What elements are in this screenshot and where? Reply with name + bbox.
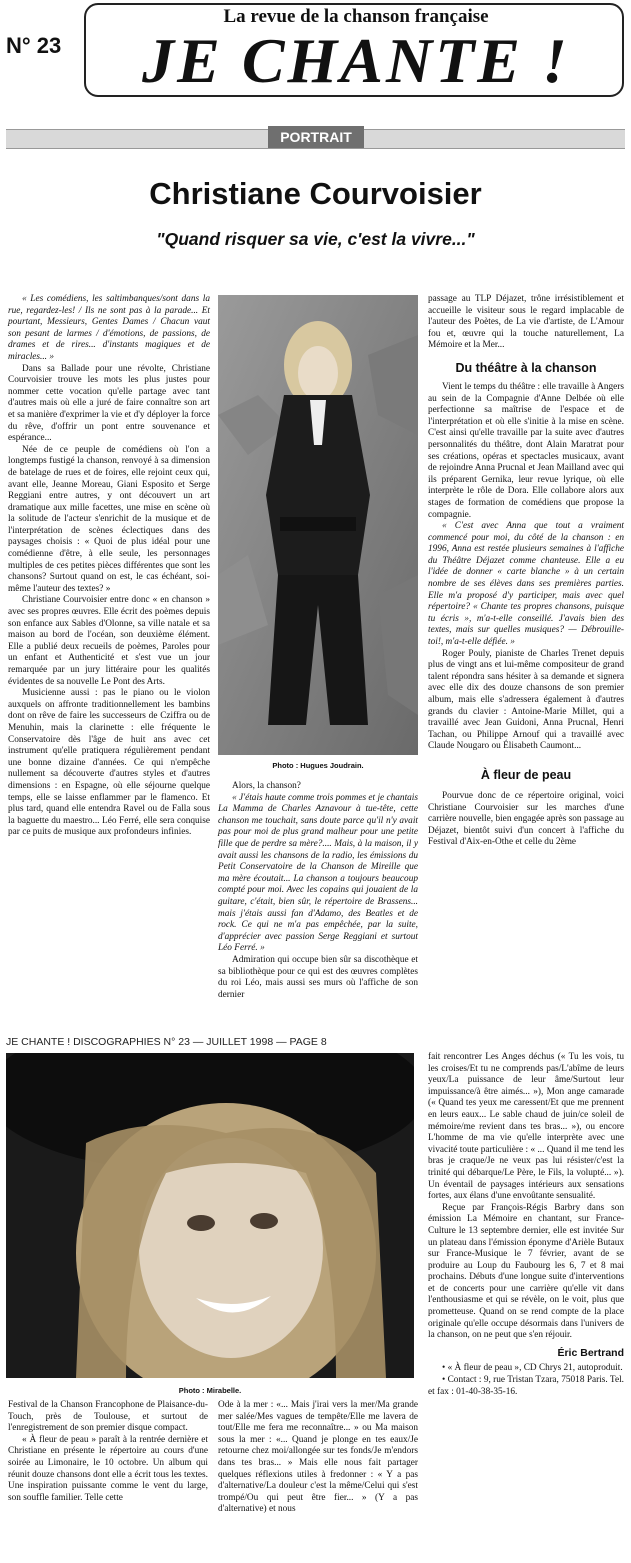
- smiling-portrait-photo-image: [6, 1053, 414, 1378]
- subheading-theatre: Du théâtre à la chanson: [455, 360, 597, 375]
- note: • « À fleur de peau », CD Chrys 21, autoproduit.: [442, 1363, 623, 1374]
- bottom-right-column: [428, 1052, 624, 1398]
- masthead-tagline: La revue de la chanson française: [223, 6, 489, 27]
- article-subtitle: "Quand risquer sa vie, c'est la vivre...": [156, 229, 475, 249]
- paragraph: « C'est avec Anna que tout a vraiment commencé pour moi, du côté de la chanson : en 1996, Anna est restée plusieurs semaines à l'affiche du Théâtre Déjazet comme chanteuse. Elle a eu l'idée de donner « carte blanche » à un certain nombre de ses élèves dans ses premières parties. Elle m'a proposé d'y participer, mais avec quel répertoire? « Chante tes propres chansons, puisque tu écris », m'a-t-elle conseillé. J'avais bien des textes, mais sur quelles musiques? — Débrouille-toi!, m'a-t-elle défiée. »: [428, 521, 624, 648]
- subheading-a-fleur-de-peau: À fleur de peau: [480, 767, 572, 782]
- paragraph: Dans sa Ballade pour une révolte, Christiane Courvoisier trouve les mots les plus justes pour nommer cette vocation qu'elle partage avec tant d'autres mais où elle a juré de faire connaître son art et sa manière d'exprimer la vie et d'y déployer la force du rêve, d'offrir un pont entre souvenance et espérance...: [8, 363, 210, 444]
- paragraph: Reçue par François-Régis Barbry dans son émission La Mémoire en chantant, sur France-Culture le 13 septembre dernier, elle est invitée Sur un plateau dans l'émission éponyme d'Arièle Butaux sur France-Musique le 7 février, avant de se produire au Loup du Faubourg les 6, 7 et 8 mai prochains. Débuts d'une longue suite d'interventions et de concerts pour une carrière qu'elle vit dans l'enthousiasme et qui se révèle, on le voit, plus que prometteuse. Quand on se rend compte de la place originale qu'elle occupe désormais dans l'univers de la chanson, on ne peut que s'en réjouir.: [428, 1202, 624, 1341]
- smiling-portrait-caption: Photo : Mirabelle.: [178, 1386, 242, 1395]
- smiling-portrait-photo: [6, 1053, 414, 1378]
- paragraph: Ode à la mer : «... Mais j'irai vers la mer/Ma grande mer salée/Mes vagues de tempête/Elle me lavera de tout/Elle me fera me reconnaître... » ou Ma maison sous la mer : «... Quand je plonge en tes eaux/Je retourne chez moi/allongée sur tes fonds/Je m'endors dans tes bras... » Mais elle nous fait partager quelques réflexions utiles à fredonner : « Y a pas d'alternative/La douleur c'est la même/Celui qui s'est trompé/Ou qui peut être fier... » (Y a pas d'alternative) et nous: [218, 1400, 418, 1515]
- paragraph: Festival de la Chanson Francophone de Plaisance-du-Touch, près de Toulouse, et surtout de l'enregistrement de son premier disque compact.: [8, 1400, 208, 1434]
- paragraph: Pourvue donc de ce répertoire original, voici Christiane Courvoisier sur les marches d'une carrière nouvelle, bien engagée après son passage au Déjazet, bientôt suivi d'un concert à l'affiche du Festival d'Aix-en-Othe et celle du 2ème: [428, 790, 624, 848]
- rubric-label: PORTRAIT: [268, 126, 364, 148]
- paragraph: Musicienne aussi : pas le piano ou le violon auxquels on affronte traditionnellement les bambins dont on rêve de faire les successeurs de Cziffra ou de Menuhin, mais la clarinette : elle fréquente le Conservatoire dès l'âge de huit ans avec cet instrument qu'elle pratiquera régulièrement pendant une bonne dizaine d'années. Ce qui n'empêche nullement sa découverte d'autres styles et d'autres dimensions : en Espagne, où elle séjourne quelque temps, elle se laisse enflammer par le flamenco. Et plus tard, quand elle entendra Ravel ou de Falla sous la baguette du maestro... Léo Ferré, elle sera conquise par ce puits de musique aux profondeurs infinies.: [8, 688, 210, 838]
- paragraph: Vient le temps du théâtre : elle travaille à Angers au sein de la Compagnie d'Anne Delbée où elle perfectionne sa maîtrise de l'espace et de l'interprétation et où elle s'initie à la mise en scène. C'est ainsi qu'elle travaille par la suite avec d'autres personnalités du théâtre, dont Alain Maratrat pour ses créations, opéras et spectacles musicaux, avant de rejoindre Anna Prucnal et Jean Mailland avec qui ils préparent Gernika, leur revue lyrique, où elle interprète le rôle de Dora. Elle collabore alors aux stages de formation de comédiens que propose la compagnie.: [428, 381, 624, 520]
- running-footer: JE CHANTE ! DISCOGRAPHIES N° 23 — JUILLET 1998 — PAGE 8: [6, 1036, 327, 1048]
- masthead: [0, 0, 631, 100]
- author-signature: Éric Bertrand: [557, 1346, 624, 1359]
- masthead-box: [84, 3, 624, 97]
- note: • Contact : 9, rue Tristan Tzara, 75018 Paris. Tel. et fax : 01-40-38-35-16.: [428, 1375, 624, 1397]
- paragraph: fait rencontrer Les Anges déchus (« Tu les vois, tu les croises/Et tu ne comprends pas/L'abîme de leurs yeux/La puissance de leur âme/Surtout leur impuissance/à être aimés... »), Mon ange camarade (« Quand tes yeux me caressent/Et que me prennent en leurs eaux... Le sable chaud de juin/ce soleil de mémoire/me revient dans tes bras... »), ou encore L'homme de ma vie qu'elle interprète avec une vivacité toute particulière : « ... Quand il me tend les bras je craque/Je ne veux pas lui résister/c'est la trinité qui débarque/Le Père, le Fils, la volupté... »). Un éventail de paysages intérieurs aux sensations fortes, aux élans d'une envoûtante sensualité.: [428, 1052, 624, 1202]
- paragraph: « J'étais haute comme trois pommes et je chantais La Mamma de Charles Aznavour à tue-tête, cette chanson me touchait, sans doute parce qu'il n'y avait pas pour moi de plus grand malheur pour une petite fille que de perdre sa mère?.... Mais, à la maison, il y avait aussi les chansons de la radio, les émissions du Petit Conservatoire de la Chanson de Mireille que ma mère écoutait... La chanson a toujours beaucoup compté pour moi. Avec les copains qui jouaient de la guitare, c'était, bien sûr, le répertoire de Brassens... mais j'étais aussi fan d'Adamo, des Beatles et de rock. Ce qui ne m'a pas empêchée, par la suite, d'apprécier avec passion Serge Reggiani et surtout Léo Ferré. »: [218, 792, 418, 954]
- paragraph: passage au TLP Déjazet, trône irrésistiblement et accueille le visiteur sous le regard implacable de l'auteur des Poètes, de La vie d'artiste, de L'Amour fou et, œuvre qui la touche naturellement, La Mémoire et la Mer...: [428, 294, 624, 351]
- article-column-1: [8, 294, 210, 839]
- portrait-photo: [218, 295, 418, 755]
- paragraph: Alors, la chanson?: [232, 781, 301, 791]
- bottom-column-b: [218, 1400, 418, 1516]
- portrait-photo-caption: Photo : Hugues Joudrain.: [272, 761, 364, 770]
- portrait-photo-image: [218, 295, 418, 755]
- paragraph: Admiration qui occupe bien sûr sa discothèque et sa bibliothèque pour ce qui est des œuvres complètes du roi Léo, mais aussi ses murs où l'affiche de son dernier: [218, 954, 418, 1000]
- paragraph: « Les comédiens, les saltimbanques/sont dans la rue, regardez-les! / Ils ne sont pas à la parade... Et pourtant, Messieurs, Gentes Dames / Chacun vaut son pesant de larmes / d'émotions, de passions, de drames et de rires... d'instants magiques et de miracles... »: [8, 294, 210, 362]
- paragraph: « À fleur de peau » paraît à la rentrée dernière et Christiane en présente le répertoire au cours d'une soirée au Limonaire, le 10 octobre. Un album qui réunit douze chansons dont elle a écrit tous les textes. Une inspiration puissante comme le vent du large, son souffle familier. Telle cette: [8, 1434, 208, 1503]
- paragraph: Roger Pouly, pianiste de Charles Trenet depuis plus de vingt ans et lui-même compositeur de grand talent répondra sans hésiter à sa demande et signera avec elle dix des douze chansons de son premier album, mais elle s'adressera également à d'autres grands du clavier : Antoine-Marie Millet, qui a travaillé avec Jean Guidoni, Anna Prucnal, Henri Tachan, ou Philippe Arnouf qui a travaillé avec Claude Nougaro ou Élisabeth Caumont...: [428, 648, 624, 752]
- article-column-3: [428, 294, 624, 849]
- paragraph: Christiane Courvoisier entre donc « en chanson » avec ses propres œuvres. Elle écrit des poèmes depuis son enfance aux Sables d'Olonne, sa ville natale et sa maison au bord de l'océan, son deuxième élément. Elle a publié deux recueils de poèmes, Paroles pour un enfant et Authenticité et s'est vue un jour remarquée par un jury littéraire pour les qualités évidentes de sa nouvelle Le Pont des Arts.: [8, 595, 210, 687]
- article-column-2: [218, 781, 418, 1001]
- issue-number: N° 23: [6, 33, 62, 58]
- masthead-title: JE CHANTE !: [142, 25, 570, 96]
- bottom-column-a: [8, 1400, 208, 1504]
- paragraph: Née de ce peuple de comédiens où l'on a longtemps fustigé la chanson, renvoyé à sa dimension de batelage de rues et de foires, elle rejoint ceux qui, avant elle, Jeanne Moreau, Giani Esposito et Serge Reggiani entre autres, y ont découvert un art dramatique aux mille facettes, une mise en scène où la solitude de l'acteur s'enrichit de la musique et de l'interprétation de scènes éclectiques dans des paysages choisis : « Quoi de plus idéal pour une comédienne d'être, à elle seule, les personnages multiples de ces petites pièces différentes que sont les chansons? Surtout quand on est, le cas échéant, soi-même l'auteur des textes? »: [8, 444, 210, 594]
- article-title: Christiane Courvoisier: [149, 176, 482, 211]
